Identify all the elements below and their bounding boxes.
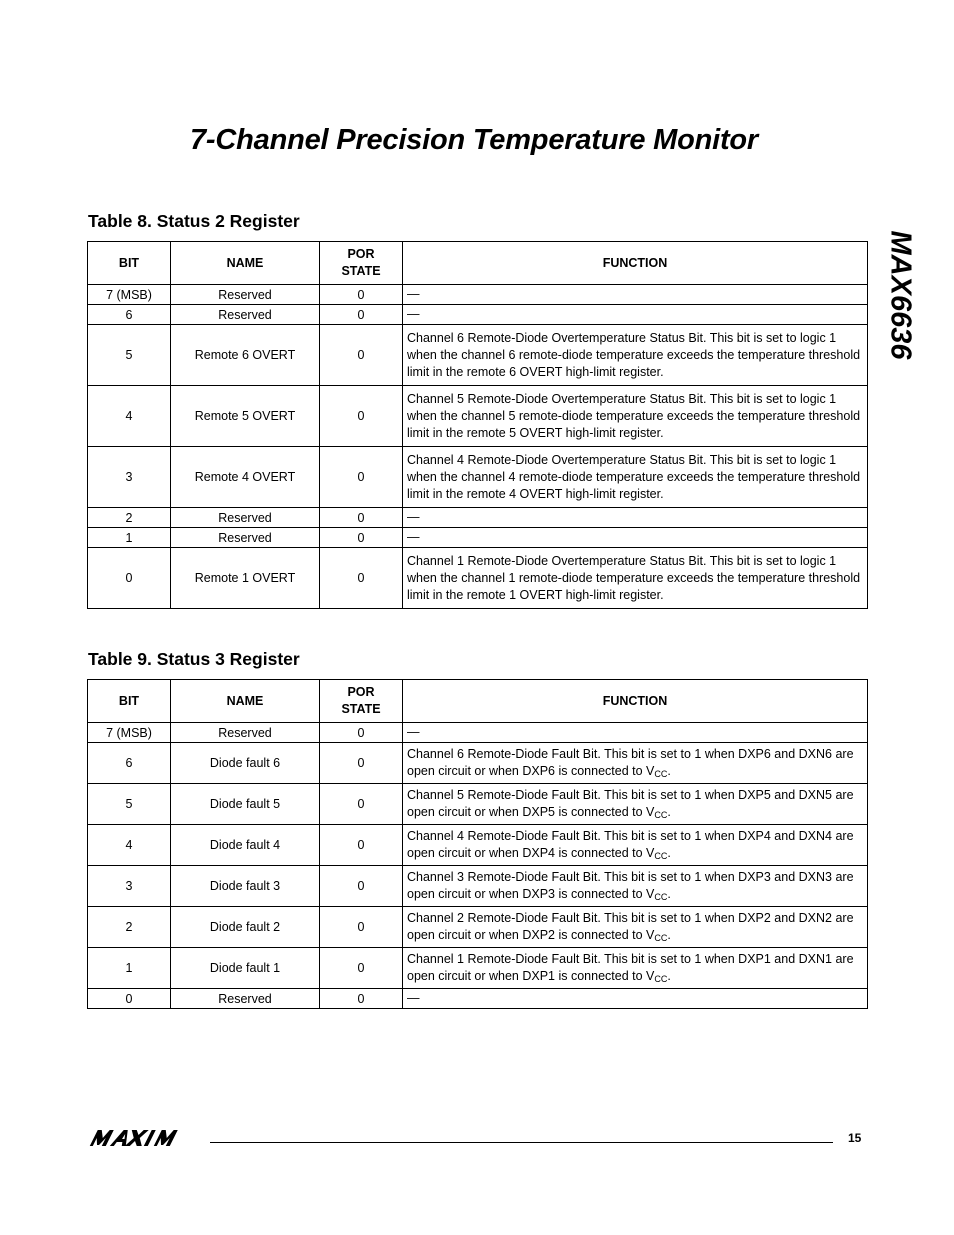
cell-name: Reserved — [171, 723, 320, 743]
cell-por: 0 — [320, 907, 403, 948]
cell-function: — — [403, 285, 868, 305]
cell-name: Diode fault 3 — [171, 866, 320, 907]
cell-por: 0 — [320, 386, 403, 447]
cell-name: Reserved — [171, 305, 320, 325]
table-row — [88, 386, 868, 447]
sentence-end: . — [667, 928, 671, 942]
table-header-row — [88, 680, 868, 723]
cell-name: Diode fault 6 — [171, 743, 320, 784]
cell-function: — — [403, 305, 868, 325]
cell-por: 0 — [320, 325, 403, 386]
cell-function: Channel 5 Remote-Diode Overtemperature Status Bit. This bit is set to logic 1 when the channel 5 remote-diode temperature exceeds the temperature threshold limit in the remote 5 OVERT high-limit register. — [403, 386, 868, 447]
cell-name: Remote 4 OVERT — [171, 447, 320, 508]
cell-bit: 6 — [88, 305, 171, 325]
function-text: Channel 4 Remote-Diode Fault Bit. This bit is set to 1 when DXP4 and DXN4 are open circuit or when DXP4 is connected to — [407, 829, 854, 860]
cell-function: Channel 6 Remote-Diode Overtemperature Status Bit. This bit is set to logic 1 when the channel 6 remote-diode temperature exceeds the temperature threshold limit in the remote 6 OVERT high-limit register. — [403, 325, 868, 386]
vcc-subscript: CC — [654, 810, 668, 820]
table-row — [88, 447, 868, 508]
table-row — [88, 743, 868, 784]
table-row — [88, 285, 868, 305]
header-state: STATE — [341, 264, 381, 278]
vcc-symbol: V — [646, 887, 655, 901]
sentence-end: . — [667, 969, 671, 983]
function-text: Channel 1 Remote-Diode Fault Bit. This bit is set to 1 when DXP1 and DXN1 are open circuit or when DXP1 is connected to — [407, 952, 854, 983]
cell-bit: 7 (MSB) — [88, 723, 171, 743]
table-row — [88, 989, 868, 1009]
footer-rule — [210, 1142, 833, 1143]
cell-bit: 3 — [88, 447, 171, 508]
cell-bit: 3 — [88, 866, 171, 907]
vcc-subscript: CC — [654, 933, 668, 943]
header-name: NAME — [171, 680, 320, 723]
table-header-row — [88, 242, 868, 285]
function-text: Channel 2 Remote-Diode Fault Bit. This bit is set to 1 when DXP2 and DXN2 are open circuit or when DXP2 is connected to — [407, 911, 854, 942]
cell-name: Reserved — [171, 989, 320, 1009]
cell-por: 0 — [320, 825, 403, 866]
header-por-state — [320, 242, 403, 285]
header-function: FUNCTION — [403, 242, 868, 285]
header-bit: BIT — [88, 680, 171, 723]
cell-bit: 5 — [88, 325, 171, 386]
vcc-symbol: V — [646, 764, 655, 778]
cell-function — [403, 743, 868, 784]
cell-por: 0 — [320, 285, 403, 305]
cell-por: 0 — [320, 723, 403, 743]
sentence-end: . — [667, 764, 671, 778]
function-text: Channel 6 Remote-Diode Fault Bit. This bit is set to 1 when DXP6 and DXN6 are open circuit or when DXP6 is connected to — [407, 747, 854, 778]
cell-function — [403, 784, 868, 825]
cell-bit: 4 — [88, 825, 171, 866]
cell-function: — — [403, 508, 868, 528]
maxim-logo-icon — [88, 1129, 200, 1147]
cell-bit: 2 — [88, 907, 171, 948]
cell-por: 0 — [320, 305, 403, 325]
table-row — [88, 723, 868, 743]
header-por-state — [320, 680, 403, 723]
sentence-end: . — [667, 887, 671, 901]
page-number: 15 — [848, 1131, 862, 1145]
cell-name: Diode fault 1 — [171, 948, 320, 989]
header-name: NAME — [171, 242, 320, 285]
function-text: Channel 5 Remote-Diode Fault Bit. This bit is set to 1 when DXP5 and DXN5 are open circuit or when DXP5 is connected to — [407, 788, 854, 819]
cell-function — [403, 866, 868, 907]
header-function: FUNCTION — [403, 680, 868, 723]
cell-name: Diode fault 4 — [171, 825, 320, 866]
side-part-number — [880, 215, 920, 375]
vcc-subscript: CC — [654, 769, 668, 779]
vcc-symbol: V — [646, 969, 655, 983]
vcc-symbol: V — [646, 846, 655, 860]
cell-function: — — [403, 723, 868, 743]
cell-function: Channel 1 Remote-Diode Overtemperature Status Bit. This bit is set to logic 1 when the channel 1 remote-diode temperature exceeds the temperature threshold limit in the remote 1 OVERT high-limit register. — [403, 548, 868, 609]
cell-bit: 4 — [88, 386, 171, 447]
page-title: 7-Channel Precision Temperature Monitor — [190, 124, 759, 156]
cell-function — [403, 948, 868, 989]
cell-function: Channel 4 Remote-Diode Overtemperature Status Bit. This bit is set to logic 1 when the channel 4 remote-diode temperature exceeds the temperature threshold limit in the remote 4 OVERT high-limit register. — [403, 447, 868, 508]
cell-por: 0 — [320, 743, 403, 784]
cell-bit: 0 — [88, 548, 171, 609]
cell-name: Remote 6 OVERT — [171, 325, 320, 386]
cell-bit: 7 (MSB) — [88, 285, 171, 305]
cell-bit: 1 — [88, 528, 171, 548]
cell-bit: 0 — [88, 989, 171, 1009]
vcc-symbol: V — [646, 928, 655, 942]
cell-bit: 6 — [88, 743, 171, 784]
part-number-label: MAX6636 — [884, 230, 917, 360]
cell-name: Diode fault 2 — [171, 907, 320, 948]
table-row — [88, 325, 868, 386]
table-row — [88, 528, 868, 548]
cell-por: 0 — [320, 508, 403, 528]
vcc-subscript: CC — [654, 851, 668, 861]
cell-function: — — [403, 528, 868, 548]
header-por: POR — [347, 685, 375, 699]
cell-bit: 1 — [88, 948, 171, 989]
table-row — [88, 907, 868, 948]
table-row — [88, 508, 868, 528]
cell-por: 0 — [320, 989, 403, 1009]
table-row — [88, 548, 868, 609]
table9-caption: Table 9. Status 3 Register — [88, 649, 300, 669]
cell-bit: 5 — [88, 784, 171, 825]
cell-name: Reserved — [171, 508, 320, 528]
table-row — [88, 866, 868, 907]
cell-name: Remote 5 OVERT — [171, 386, 320, 447]
cell-name: Remote 1 OVERT — [171, 548, 320, 609]
vcc-symbol: V — [646, 805, 655, 819]
vcc-subscript: CC — [654, 974, 668, 984]
cell-function — [403, 907, 868, 948]
status2-register-table — [87, 241, 868, 609]
cell-function: — — [403, 989, 868, 1009]
header-por: POR — [347, 247, 375, 261]
cell-bit: 2 — [88, 508, 171, 528]
cell-por: 0 — [320, 784, 403, 825]
cell-por: 0 — [320, 548, 403, 609]
cell-name: Reserved — [171, 285, 320, 305]
sentence-end: . — [667, 805, 671, 819]
cell-name: Diode fault 5 — [171, 784, 320, 825]
cell-por: 0 — [320, 528, 403, 548]
cell-function — [403, 825, 868, 866]
table-row — [88, 948, 868, 989]
status3-register-table — [87, 679, 868, 1009]
table-row — [88, 305, 868, 325]
table-row — [88, 784, 868, 825]
header-bit: BIT — [88, 242, 171, 285]
cell-por: 0 — [320, 866, 403, 907]
cell-por: 0 — [320, 948, 403, 989]
table-row — [88, 825, 868, 866]
function-text: Channel 3 Remote-Diode Fault Bit. This bit is set to 1 when DXP3 and DXN3 are open circuit or when DXP3 is connected to — [407, 870, 854, 901]
table8-caption: Table 8. Status 2 Register — [88, 211, 300, 231]
cell-por: 0 — [320, 447, 403, 508]
sentence-end: . — [667, 846, 671, 860]
header-state: STATE — [341, 702, 381, 716]
vcc-subscript: CC — [654, 892, 668, 902]
cell-name: Reserved — [171, 528, 320, 548]
